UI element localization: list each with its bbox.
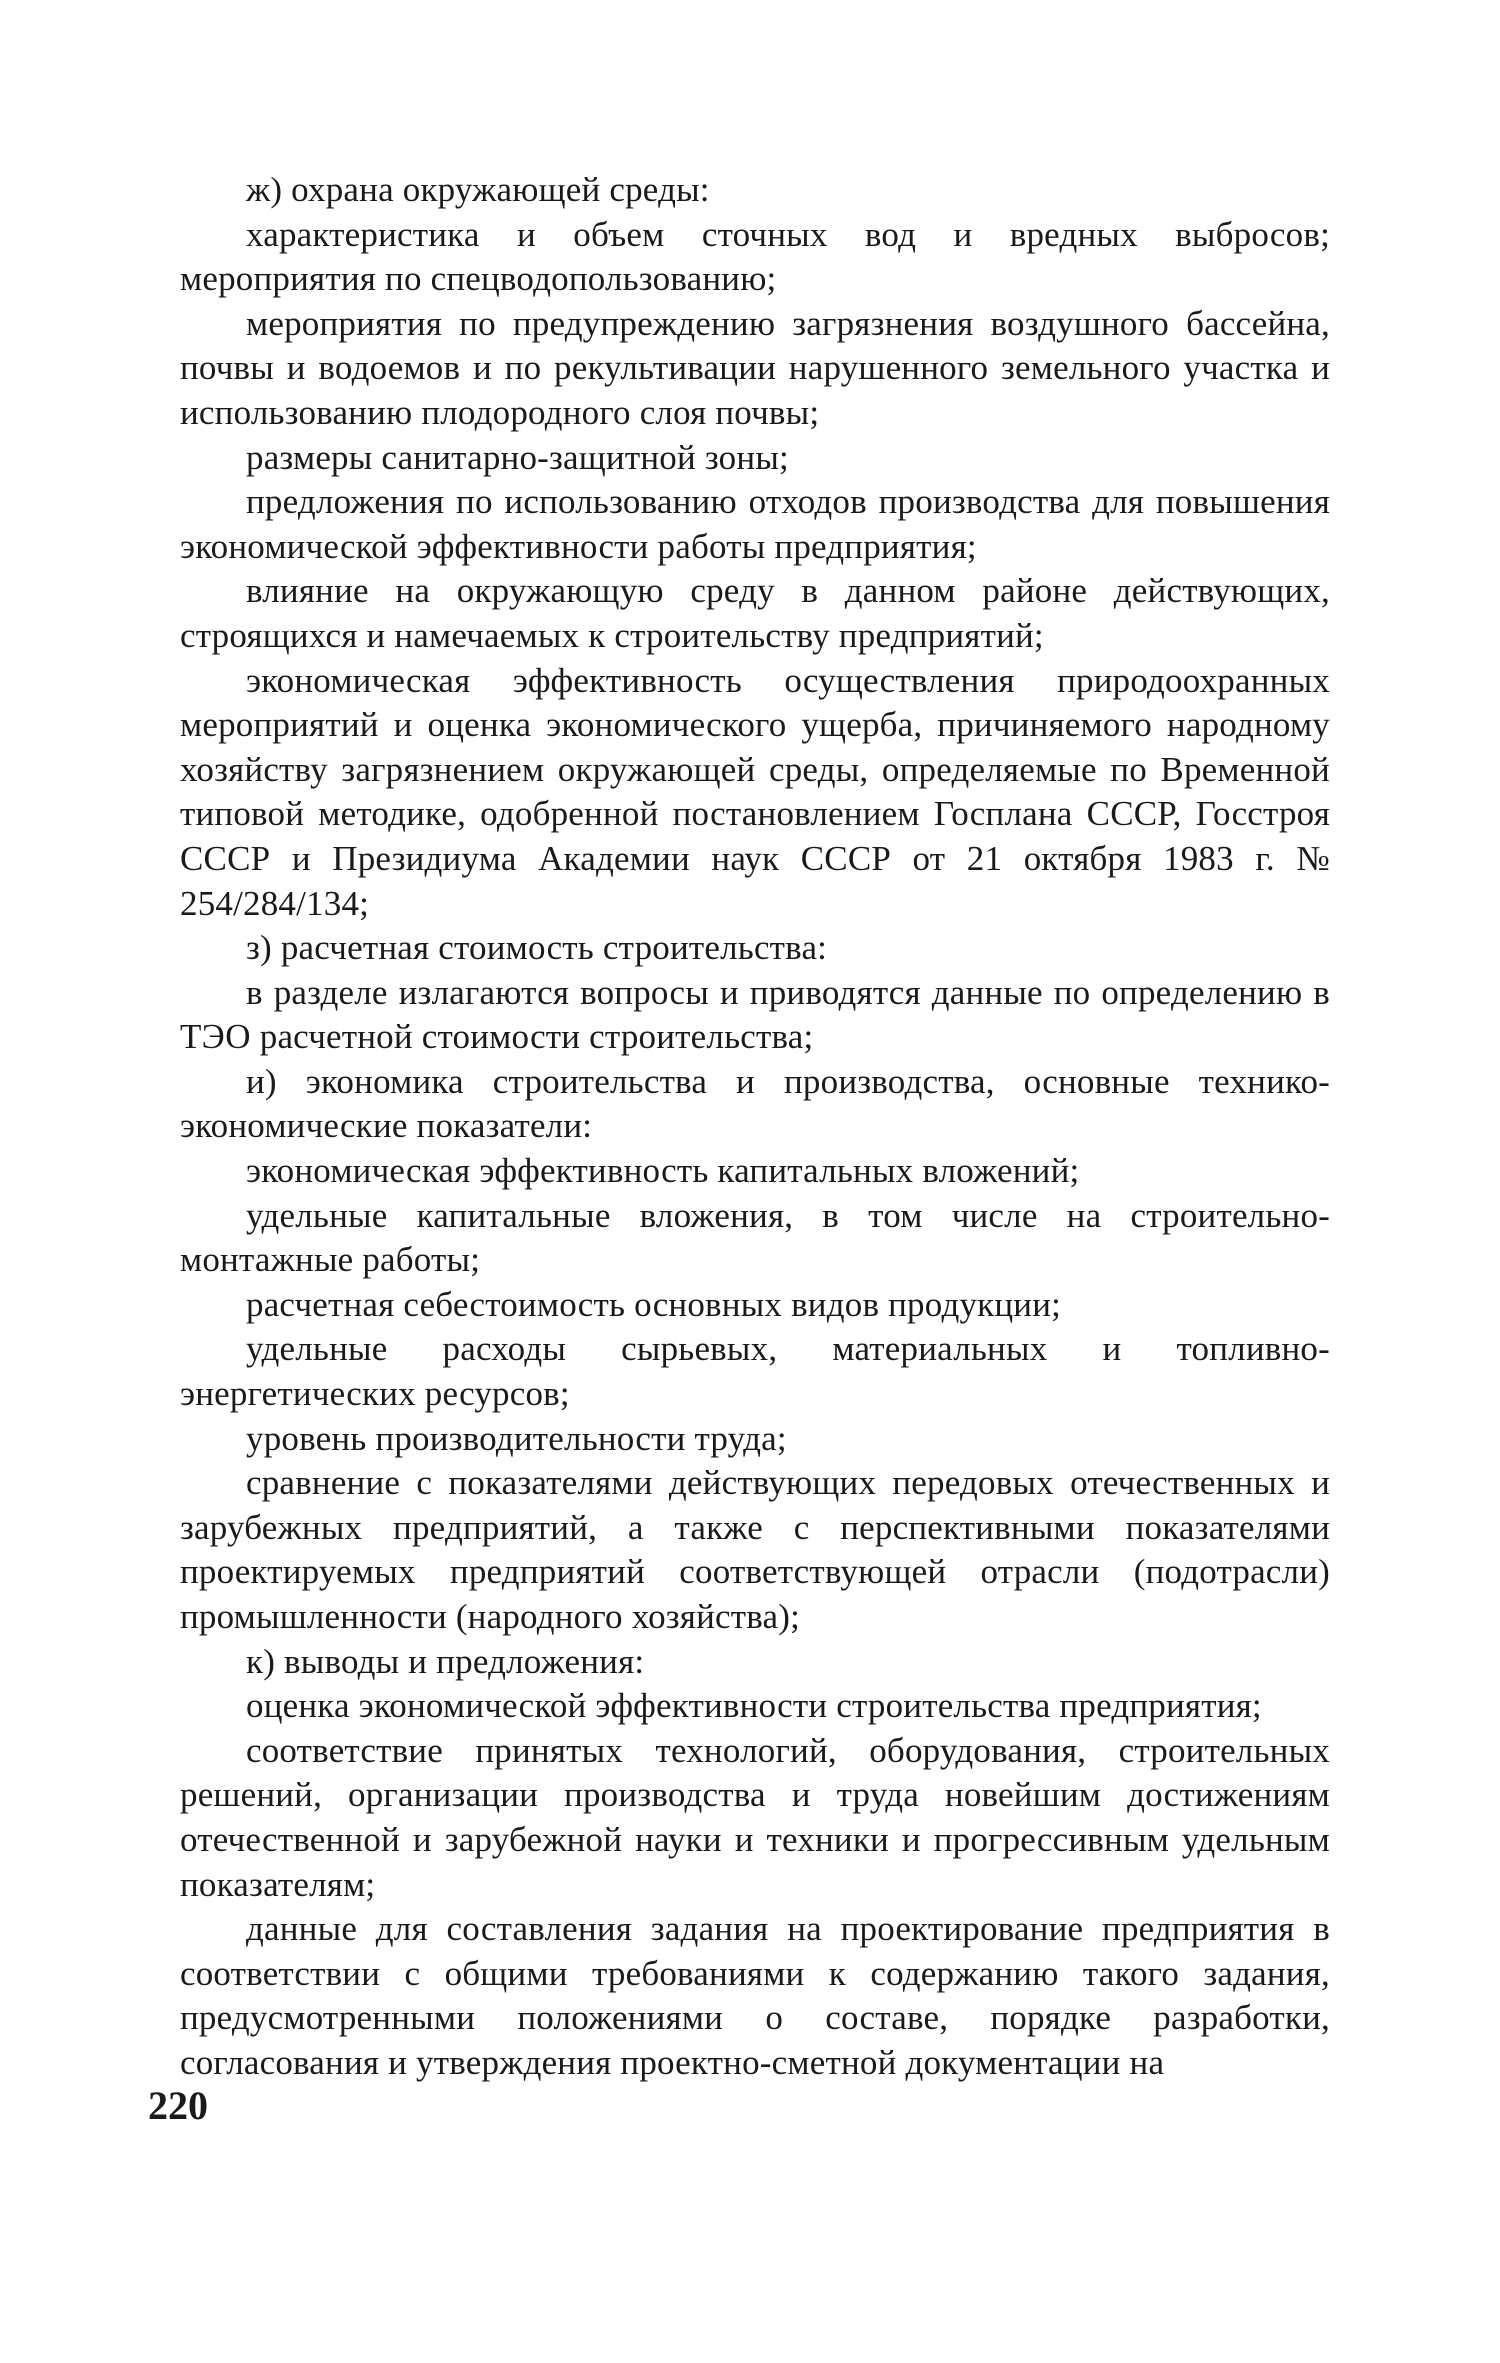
paragraph-comparison: сравнение с показателями действующих передовых отечественных и зарубежных предприятий, а также с перспективными показателями проектируемых предприятий соответствующей отрасли (подотрасли) промышленности (народного хозяйства); xyxy=(180,1463,1330,1636)
paragraph-labor-productivity: уровень производительности труда; xyxy=(246,1418,787,1458)
paragraph-construction-efficiency: оценка экономической эффективности строительства предприятия; xyxy=(246,1686,1262,1726)
paragraph-cost-section: в разделе излагаются вопросы и приводятся данные по определению в ТЭО расчетной стоимости строительства; xyxy=(180,972,1330,1057)
paragraph-pollution-prevention: мероприятия по предупреждению загрязнения воздушного бассейна, почвы и водоемов и по рекультивации нарушенного земельного участка и использованию плодородного слоя почвы; xyxy=(180,303,1330,432)
paragraph-technology-compliance: соответствие принятых технологий, оборудования, строительных решений, организации производства и труда новейшим достижениям отечественной и зарубежной науки и техники и прогрессивным удельным показателям; xyxy=(180,1730,1330,1904)
paragraph-environment-impact: влияние на окружающую среду в данном районе действующих, строящихся и намечаемых к строительству предприятий; xyxy=(180,571,1330,655)
paragraph-design-assignment: данные для составления задания на проектирование предприятия в соответствии с общими требованиями к содержанию такого задания, предусмотренными положениями о составе, порядке разработки, согласования и утверждения проектно-сметной документации на xyxy=(180,1909,1330,2082)
paragraph-production-cost: расчетная себестоимость основных видов продукции; xyxy=(246,1284,1062,1324)
paragraph-cost-heading: з) расчетная стоимость строительства: xyxy=(246,928,828,968)
paragraph-capital-efficiency: экономическая эффективность капитальных вложений; xyxy=(246,1151,1080,1191)
paragraph-waste-usage: предложения по использованию отходов производства для повышения экономической эффективности работы предприятия; xyxy=(180,482,1330,566)
paragraph-wastewater: характеристика и объем сточных вод и вредных выбросов; мероприятия по спецводопользованию; xyxy=(180,214,1330,299)
page-number: 220 xyxy=(148,2083,208,2128)
paragraph-economics-heading: и) экономика строительства и производства, основные технико-экономические показатели: xyxy=(180,1061,1330,1146)
paragraph-sanitary-zone: размеры санитарно-защитной зоны; xyxy=(246,437,789,477)
page-body xyxy=(180,168,1330,2086)
paragraph-resource-consumption: удельные расходы сырьевых, материальных и топливно-энергетических ресурсов; xyxy=(180,1329,1330,1414)
paragraph-economic-efficiency-environment: экономическая эффективность осуществления природоохранных мероприятий и оценка экономического ущерба, причиняемого народному хозяйству загрязнением окружающей среды, определяемые по Временной типовой методике, одобренной постановлением Госплана СССР, Госстроя СССР и Президиума Академии наук СССР от 21 октября 1983 г. № 254/284/134; xyxy=(180,660,1330,923)
paragraph-specific-investment: удельные капитальные вложения, в том числе на строительно-монтажные работы; xyxy=(180,1195,1330,1280)
paragraph-conclusions-heading: к) выводы и предложения: xyxy=(246,1641,645,1681)
paragraph-environment-heading: ж) охрана окружающей среды: xyxy=(246,170,710,209)
